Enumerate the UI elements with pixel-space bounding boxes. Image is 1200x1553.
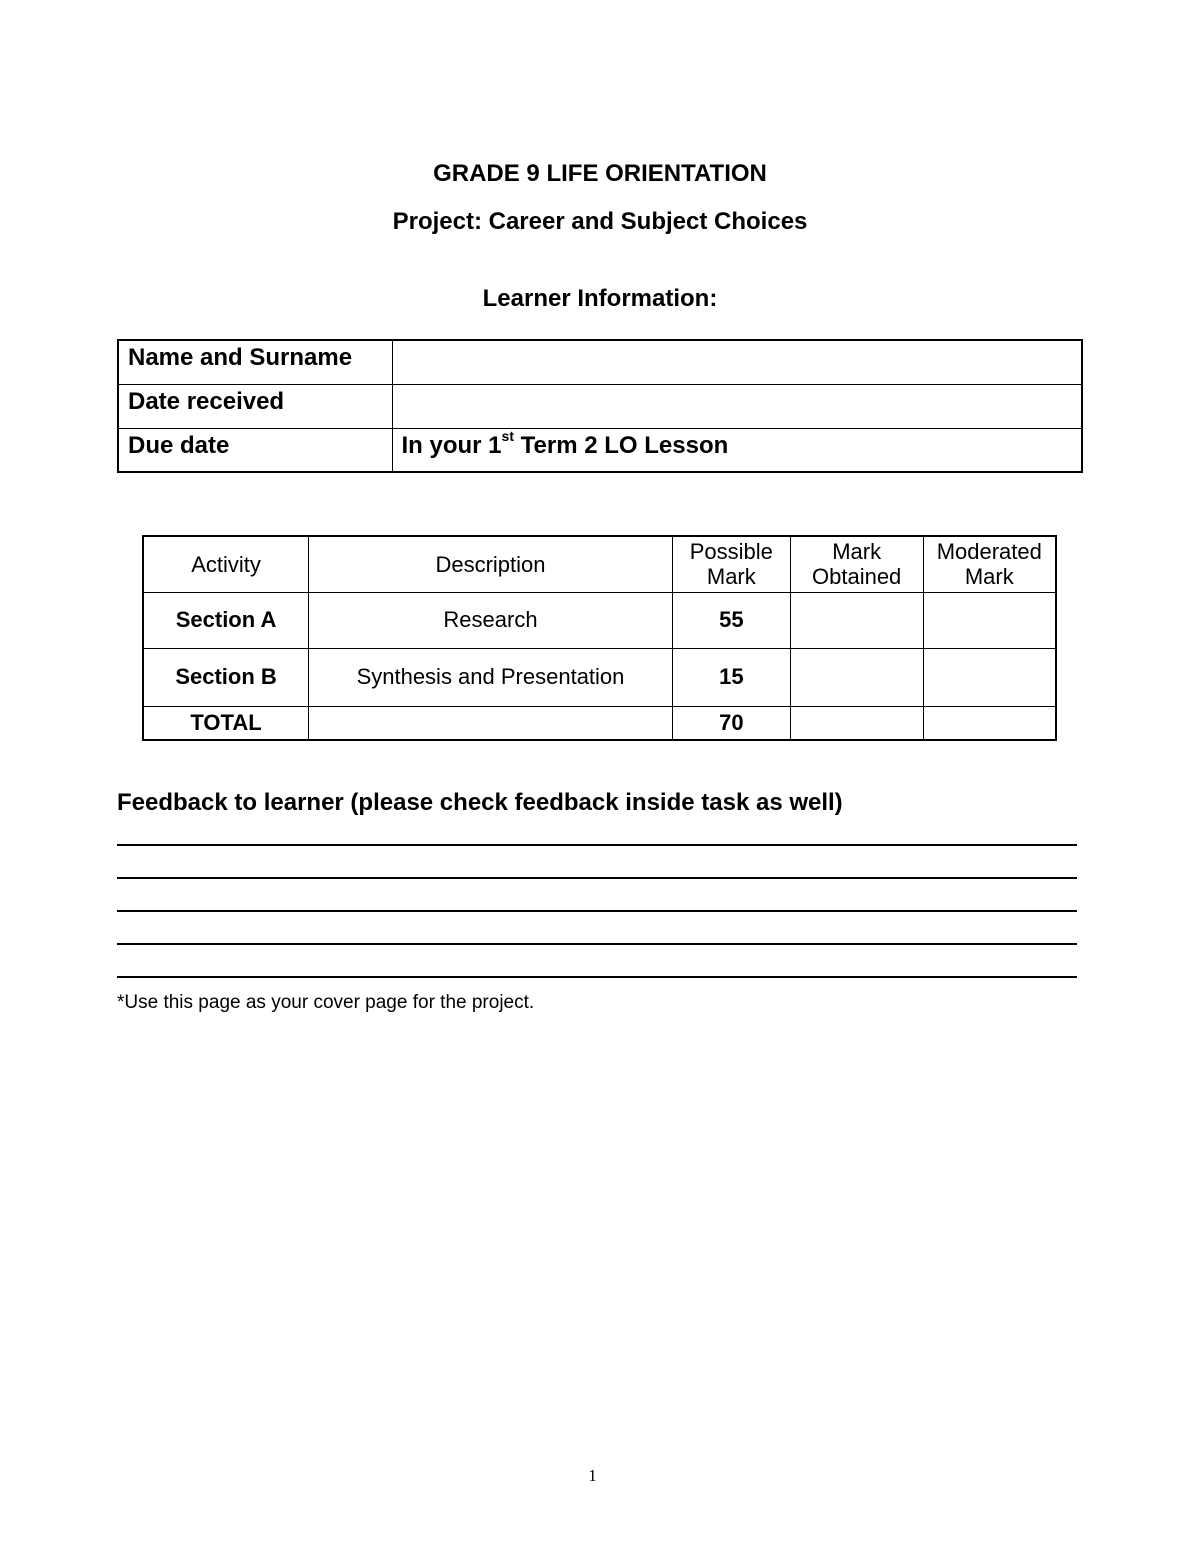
row-moderated-mark[interactable]: [923, 706, 1056, 740]
table-row: [118, 340, 1082, 384]
header-possible-mark: [672, 536, 790, 592]
learner-info-table: [117, 339, 1083, 473]
feedback-line[interactable]: [117, 976, 1077, 978]
row-possible-mark: 70: [672, 706, 790, 740]
name-field[interactable]: [392, 340, 1082, 384]
marks-table: [142, 535, 1057, 741]
learner-info-heading: Learner Information:: [482, 285, 718, 312]
header-moderated-line2: Mark: [964, 564, 1014, 590]
page-number: 1: [588, 1466, 597, 1485]
row-moderated-mark[interactable]: [923, 592, 1056, 648]
name-label: Name and Surname: [118, 340, 392, 384]
header-moderated-line1: Moderated: [936, 539, 1042, 565]
due-date-value: [392, 428, 1082, 472]
row-description: Research: [309, 592, 673, 648]
table-row: [143, 648, 1056, 706]
row-activity: Section A: [143, 592, 309, 648]
header-possible-line1: Possible: [689, 539, 773, 565]
row-mark-obtained[interactable]: [790, 592, 923, 648]
feedback-line[interactable]: [117, 844, 1077, 846]
row-description: [309, 706, 673, 740]
row-mark-obtained[interactable]: [790, 706, 923, 740]
row-possible-mark: 15: [672, 648, 790, 706]
header-mark-obtained: [790, 536, 923, 592]
feedback-line[interactable]: [117, 910, 1077, 912]
table-row: [143, 592, 1056, 648]
due-date-ordinal: st: [501, 427, 514, 444]
table-row: [143, 706, 1056, 740]
row-mark-obtained[interactable]: [790, 648, 923, 706]
feedback-line[interactable]: [117, 877, 1077, 879]
due-date-suffix: Term 2 LO Lesson: [513, 431, 729, 459]
cover-page-note: *Use this page as your cover page for the project.: [117, 992, 535, 1013]
header-moderated-mark: [923, 536, 1056, 592]
date-received-label: Date received: [118, 384, 392, 428]
due-date-label: Due date: [118, 428, 392, 472]
header-obtained-line1: Mark: [832, 539, 882, 565]
date-received-field[interactable]: [392, 384, 1082, 428]
row-moderated-mark[interactable]: [923, 648, 1056, 706]
header-activity: Activity: [143, 536, 309, 592]
table-row: [118, 384, 1082, 428]
project-title: Project: Career and Subject Choices: [392, 208, 808, 235]
marks-header-row: [143, 536, 1056, 592]
header-description: Description: [309, 536, 673, 592]
row-description: Synthesis and Presentation: [309, 648, 673, 706]
feedback-line[interactable]: [117, 943, 1077, 945]
row-activity: Section B: [143, 648, 309, 706]
header-possible-line2: Mark: [706, 564, 756, 590]
row-possible-mark: 55: [672, 592, 790, 648]
row-activity: TOTAL: [143, 706, 309, 740]
table-row: [118, 428, 1082, 472]
due-date-prefix: In your 1: [401, 431, 502, 459]
feedback-heading: Feedback to learner (please check feedback inside task as well): [117, 789, 843, 816]
grade-title: GRADE 9 LIFE ORIENTATION: [433, 160, 767, 187]
header-obtained-line2: Obtained: [812, 564, 902, 590]
